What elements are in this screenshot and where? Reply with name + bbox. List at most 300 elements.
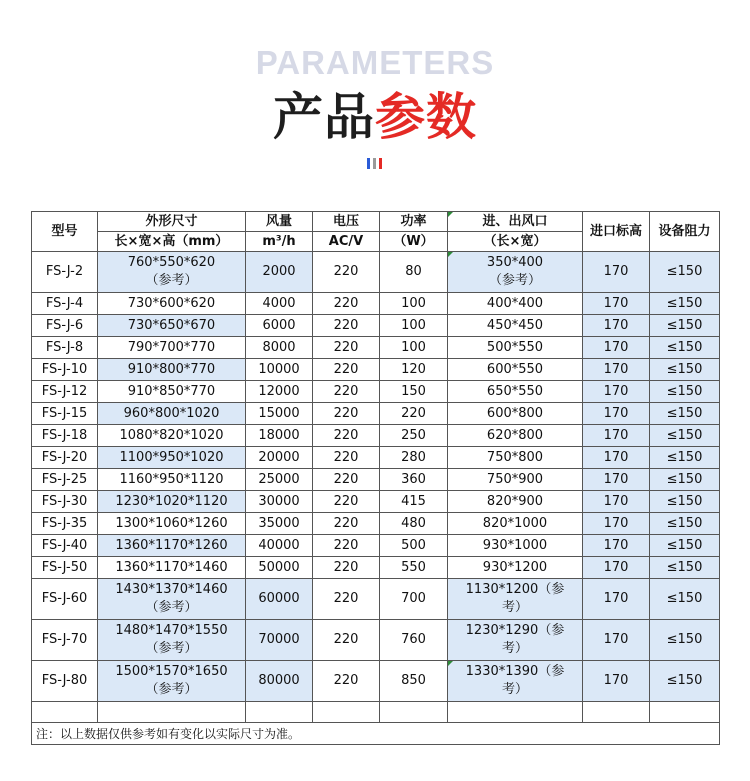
cell-text: 170 [603, 632, 629, 647]
cell-text: 20000 [258, 449, 300, 465]
cell-voltage [313, 620, 380, 661]
cell-text: 730*650*670 [127, 317, 216, 333]
cell-inlet-height [583, 403, 650, 425]
cell-inlet-height [583, 425, 650, 447]
cell-size [98, 381, 246, 403]
header-model: 型号 [32, 212, 98, 252]
cell-size [98, 620, 246, 661]
cell-text: 960*800*1020 [123, 405, 220, 421]
cell-inlet-height [583, 447, 650, 469]
cell-model [32, 661, 98, 702]
cell-text: ≤150 [666, 471, 703, 487]
cell-text: 100 [401, 317, 426, 333]
table-row [32, 513, 720, 535]
cell-power [380, 315, 448, 337]
cell-text: 220 [333, 493, 359, 509]
cell-text: ≤150 [666, 515, 703, 531]
cell-inlet-height [583, 513, 650, 535]
cell-text: 360 [401, 471, 426, 487]
cell-model [32, 513, 98, 535]
cell-port [448, 447, 583, 469]
parameter-table [31, 211, 720, 745]
cell-text: 220 [333, 591, 359, 606]
table-row [32, 293, 720, 315]
cell-text: 1230*1020*1120 [115, 493, 228, 509]
cell-text: ≤150 [666, 295, 703, 311]
cell-text: FS-J-40 [41, 537, 88, 553]
cell-text: ≤150 [666, 339, 703, 355]
cell-text: 考） [501, 641, 528, 656]
cell-text: FS-J-50 [41, 559, 88, 575]
table-row [32, 252, 720, 293]
cell-text: FS-J-35 [41, 515, 88, 531]
cell-size [98, 359, 246, 381]
table-row [32, 337, 720, 359]
cell-airflow [246, 252, 313, 293]
table-row [32, 359, 720, 381]
header-row-1 [32, 212, 720, 232]
cell-text: ≤150 [666, 449, 703, 465]
cell-airflow [246, 359, 313, 381]
english-title: PARAMETERS [255, 44, 495, 81]
cell-text: ≤150 [666, 264, 703, 279]
cell-port [448, 579, 583, 620]
cell-text: FS-J-60 [41, 591, 88, 606]
cell-text: 8000 [262, 339, 296, 355]
cell-power [380, 535, 448, 557]
cell-voltage [313, 315, 380, 337]
cell-text: FS-J-18 [41, 427, 88, 443]
cell-text: 1130*1200（参 [465, 582, 565, 597]
cell-voltage [313, 447, 380, 469]
cell-text: 60000 [258, 591, 300, 606]
cell-text: 220 [333, 361, 359, 377]
cell-text: 30000 [258, 493, 300, 509]
cell-text: 220 [333, 383, 359, 399]
cell-text: ≤150 [666, 591, 703, 606]
cell-text: 15000 [258, 405, 300, 421]
cell-inlet-height [583, 381, 650, 403]
cell-text: 250 [401, 427, 426, 443]
cell-resistance [650, 557, 720, 579]
cell-text: 1080*820*1020 [119, 427, 224, 443]
header-airflow: 风量 [246, 212, 313, 232]
cell-text: 170 [603, 515, 629, 531]
cell-port [448, 469, 583, 491]
cell-model [32, 469, 98, 491]
cell-text: 18000 [258, 427, 300, 443]
cell-model [32, 491, 98, 513]
cell-model [32, 337, 98, 359]
cell-text: 910*850*770 [127, 383, 216, 399]
cell-text: 170 [603, 673, 629, 688]
cell-text: 1360*1170*1260 [115, 537, 228, 553]
note-row [32, 723, 720, 745]
cell-text: 600*800 [486, 405, 544, 421]
cell-text: 910*800*770 [127, 361, 216, 377]
cell-resistance [650, 620, 720, 661]
cell-size [98, 293, 246, 315]
table-row [32, 661, 720, 702]
cell-text: 1430*1370*1460 [115, 582, 228, 597]
cell-text: 450*450 [486, 317, 544, 333]
cell-text: 220 [333, 449, 359, 465]
cell-text: 1230*1290（参 [465, 623, 565, 638]
cell-voltage [313, 359, 380, 381]
cell-text: 750*900 [486, 471, 544, 487]
cell-voltage [313, 535, 380, 557]
cell-text: 400*400 [486, 295, 544, 311]
cell-text: FS-J-15 [41, 405, 88, 421]
cell-size [98, 252, 246, 293]
cell-text: 700 [401, 591, 426, 606]
cell-text: 220 [333, 405, 359, 421]
cell-power [380, 425, 448, 447]
cell-model [32, 447, 98, 469]
table-row [32, 557, 720, 579]
cell-size [98, 535, 246, 557]
cell-power [380, 579, 448, 620]
cell-voltage [313, 337, 380, 359]
cell-port [448, 359, 583, 381]
header-voltage: 电压 [313, 212, 380, 232]
cell-text: 10000 [258, 361, 300, 377]
cell-power [380, 381, 448, 403]
cell-text: 12000 [258, 383, 300, 399]
cell-text: 4000 [262, 295, 296, 311]
cell-text: ≤150 [666, 673, 703, 688]
table-body [32, 252, 720, 702]
cell-text: 760 [401, 632, 426, 647]
header-power-unit: （W） [380, 232, 448, 252]
cell-text: 170 [603, 591, 629, 606]
cell-text: 280 [401, 449, 426, 465]
cell-text: 220 [333, 515, 359, 531]
cell-text: 50000 [258, 559, 300, 575]
cell-text: 170 [603, 449, 629, 465]
table-row [32, 425, 720, 447]
cell-voltage [313, 293, 380, 315]
header-port: 进、出风口 [448, 212, 583, 232]
cell-inlet-height [583, 252, 650, 293]
cell-text: 220 [333, 559, 359, 575]
cell-airflow [246, 447, 313, 469]
cell-power [380, 359, 448, 381]
cell-port [448, 513, 583, 535]
cell-text: 480 [401, 515, 426, 531]
cell-text: 150 [401, 383, 426, 399]
cell-text: ≤150 [666, 361, 703, 377]
cell-size [98, 557, 246, 579]
cell-power [380, 469, 448, 491]
cell-airflow [246, 381, 313, 403]
cell-text: 170 [603, 537, 629, 553]
cell-text: 220 [333, 427, 359, 443]
cell-voltage [313, 403, 380, 425]
cell-size [98, 513, 246, 535]
cell-size [98, 403, 246, 425]
cell-size [98, 661, 246, 702]
cell-text: 考） [501, 682, 528, 697]
tricolor-divider-icon [367, 158, 382, 169]
cell-model [32, 252, 98, 293]
cell-text: 170 [603, 383, 629, 399]
title-part-params: 参数 [375, 88, 477, 146]
cell-text: ≤150 [666, 537, 703, 553]
cell-text: 1300*1060*1260 [115, 515, 228, 531]
cell-text: 730*600*620 [127, 295, 216, 311]
cell-resistance [650, 425, 720, 447]
cell-text: 930*1000 [482, 537, 548, 553]
cell-text: 220 [333, 471, 359, 487]
cell-resistance [650, 469, 720, 491]
header-port-unit: （长×宽） [448, 232, 583, 252]
cell-text: 930*1200 [482, 559, 548, 575]
cell-text: 620*800 [486, 427, 544, 443]
cell-text: 820*900 [486, 493, 544, 509]
cell-model [32, 293, 98, 315]
cell-airflow [246, 513, 313, 535]
cell-size [98, 337, 246, 359]
cell-text: 600*550 [486, 361, 544, 377]
cell-power [380, 620, 448, 661]
table-note: 注：以上数据仅供参考如有变化以实际尺寸为准。 [32, 723, 720, 745]
cell-text: （参考） [145, 600, 198, 615]
cell-text: 220 [401, 405, 426, 421]
cell-port [448, 315, 583, 337]
cell-inlet-height [583, 491, 650, 513]
cell-text: 790*700*770 [127, 339, 216, 355]
cell-text: 170 [603, 339, 629, 355]
cell-airflow [246, 579, 313, 620]
cell-text: 820*1000 [482, 515, 548, 531]
table-row [32, 469, 720, 491]
cell-model [32, 579, 98, 620]
cell-resistance [650, 403, 720, 425]
table-row [32, 381, 720, 403]
cell-text: 1100*950*1020 [119, 449, 224, 465]
cell-text: 170 [603, 493, 629, 509]
cell-text: 170 [603, 317, 629, 333]
cell-port [448, 252, 583, 293]
header-size: 外形尺寸 [98, 212, 246, 232]
cell-text: 220 [333, 317, 359, 333]
cell-voltage [313, 252, 380, 293]
cell-airflow [246, 425, 313, 447]
cell-text: 6000 [262, 317, 296, 333]
cell-text: 170 [603, 264, 629, 279]
cell-airflow [246, 403, 313, 425]
cell-text: 1500*1570*1650 [115, 664, 228, 679]
cell-inlet-height [583, 293, 650, 315]
cell-text: 220 [333, 632, 359, 647]
cell-size [98, 315, 246, 337]
cell-text: 415 [401, 493, 426, 509]
cell-text: 40000 [258, 537, 300, 553]
cell-text: 170 [603, 295, 629, 311]
cell-model [32, 425, 98, 447]
cell-power [380, 513, 448, 535]
cell-inlet-height [583, 337, 650, 359]
cell-voltage [313, 425, 380, 447]
cell-text: FS-J-80 [41, 673, 88, 688]
cell-port [448, 337, 583, 359]
cell-text: 80 [405, 264, 422, 279]
cell-airflow [246, 535, 313, 557]
cell-text: ≤150 [666, 383, 703, 399]
cell-inlet-height [583, 469, 650, 491]
table-row [32, 315, 720, 337]
table-row [32, 535, 720, 557]
cell-voltage [313, 381, 380, 403]
cell-text: FS-J-12 [41, 383, 88, 399]
cell-port [448, 403, 583, 425]
table-row [32, 447, 720, 469]
cell-model [32, 359, 98, 381]
header-resistance: 设备阻力 [650, 212, 720, 252]
cell-airflow [246, 293, 313, 315]
cell-size [98, 579, 246, 620]
cell-text: FS-J-25 [41, 471, 88, 487]
cell-text: 1360*1170*1460 [115, 559, 228, 575]
cell-resistance [650, 513, 720, 535]
cell-voltage [313, 469, 380, 491]
cell-port [448, 535, 583, 557]
cell-power [380, 293, 448, 315]
cell-power [380, 403, 448, 425]
cell-airflow [246, 557, 313, 579]
cell-text: 220 [333, 673, 359, 688]
cell-text: 220 [333, 537, 359, 553]
table-row [32, 579, 720, 620]
cell-resistance [650, 661, 720, 702]
cell-resistance [650, 359, 720, 381]
cell-power [380, 557, 448, 579]
cell-port [448, 557, 583, 579]
cell-inlet-height [583, 557, 650, 579]
cell-text: 120 [401, 361, 426, 377]
cell-text: 500 [401, 537, 426, 553]
cell-resistance [650, 491, 720, 513]
cell-text: 1480*1470*1550 [115, 623, 228, 638]
cell-resistance [650, 252, 720, 293]
cell-resistance [650, 579, 720, 620]
chinese-title [0, 82, 750, 152]
cell-text: 70000 [258, 632, 300, 647]
cell-text: （参考） [145, 641, 198, 656]
cell-resistance [650, 535, 720, 557]
header-voltage-unit: AC/V [313, 232, 380, 252]
cell-text: 650*550 [486, 383, 544, 399]
cell-size [98, 425, 246, 447]
cell-text: 220 [333, 295, 359, 311]
cell-size [98, 469, 246, 491]
cell-inlet-height [583, 315, 650, 337]
cell-text: FS-J-6 [45, 317, 84, 333]
cell-text: ≤150 [666, 632, 703, 647]
cell-text: 2000 [262, 264, 296, 279]
cell-port [448, 425, 583, 447]
cell-text: 220 [333, 264, 359, 279]
title-part-product: 产品 [273, 88, 375, 146]
cell-model [32, 403, 98, 425]
cell-text: ≤150 [666, 493, 703, 509]
cell-text: FS-J-20 [41, 449, 88, 465]
cell-size [98, 447, 246, 469]
cell-inlet-height [583, 579, 650, 620]
cell-power [380, 447, 448, 469]
cell-model [32, 620, 98, 661]
cell-text: 考） [501, 600, 528, 615]
header-airflow-unit: m³/h [246, 232, 313, 252]
cell-text: 350*400 [486, 255, 544, 270]
cell-text: 100 [401, 295, 426, 311]
cell-text: 100 [401, 339, 426, 355]
cell-text: 35000 [258, 515, 300, 531]
cell-inlet-height [583, 661, 650, 702]
cell-text: 170 [603, 405, 629, 421]
cell-voltage [313, 579, 380, 620]
cell-text: FS-J-2 [45, 264, 84, 279]
header-inlet-height: 进口标高 [583, 212, 650, 252]
cell-text: 1160*950*1120 [119, 471, 224, 487]
cell-voltage [313, 491, 380, 513]
cell-text: 25000 [258, 471, 300, 487]
cell-text: 170 [603, 471, 629, 487]
cell-airflow [246, 337, 313, 359]
cell-voltage [313, 661, 380, 702]
cell-power [380, 491, 448, 513]
cell-text: FS-J-8 [45, 339, 84, 355]
cell-text: 1330*1390（参 [465, 664, 565, 679]
cell-text: 850 [401, 673, 426, 688]
cell-port [448, 620, 583, 661]
cell-voltage [313, 513, 380, 535]
cell-text: ≤150 [666, 405, 703, 421]
cell-inlet-height [583, 359, 650, 381]
table-row [32, 491, 720, 513]
cell-port [448, 491, 583, 513]
cell-size [98, 491, 246, 513]
cell-power [380, 661, 448, 702]
cell-airflow [246, 620, 313, 661]
cell-text: 760*550*620 [127, 255, 216, 270]
cell-text: （参考） [488, 273, 541, 288]
cell-port [448, 381, 583, 403]
cell-text: FS-J-4 [45, 295, 84, 311]
cell-port [448, 293, 583, 315]
cell-resistance [650, 315, 720, 337]
cell-text: 550 [401, 559, 426, 575]
cell-resistance [650, 337, 720, 359]
cell-resistance [650, 381, 720, 403]
cell-text: 500*550 [486, 339, 544, 355]
cell-resistance [650, 293, 720, 315]
cell-model [32, 557, 98, 579]
cell-text: ≤150 [666, 317, 703, 333]
cell-text: （参考） [145, 273, 198, 288]
cell-airflow [246, 469, 313, 491]
cell-model [32, 381, 98, 403]
cell-port [448, 661, 583, 702]
cell-text: 170 [603, 361, 629, 377]
cell-text: FS-J-30 [41, 493, 88, 509]
cell-text: （参考） [145, 682, 198, 697]
cell-model [32, 315, 98, 337]
table-row [32, 620, 720, 661]
header-size-unit: 长×宽×高（mm） [98, 232, 246, 252]
cell-text: FS-J-70 [41, 632, 88, 647]
